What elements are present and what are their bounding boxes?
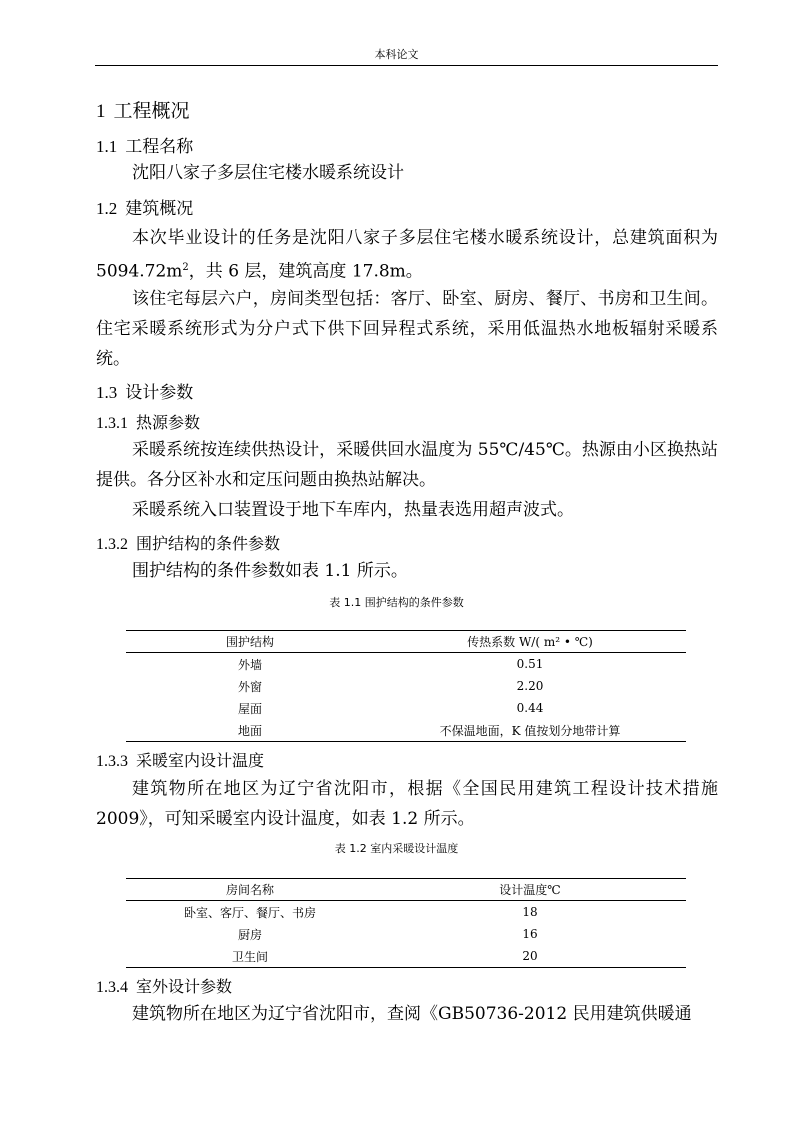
heading-number: 1.3 [96,383,118,402]
heat-source-paragraph-1: 采暖系统按连续供热设计，采暖供回水温度为 55℃/45℃。热源由小区换热站提供。各分区补水和定压问题由换热站解决。 [96,440,718,490]
heading-title: 热源参数 [136,413,201,432]
table-cell: 0.44 [516,701,544,715]
page-header: 本科论文 [374,48,419,61]
project-name-text: 沈阳八家子多层住宅楼水暖系统设计 [132,163,404,183]
table-cell: 不保温地面，K 值按划分地带计算 [439,723,621,738]
heading-number: 1 [96,101,106,122]
indoor-temp-paragraph: 建筑物所在地区为辽宁省沈阳市，根据《全国民用建筑工程设计技术措施 2009》，可知采暖室内设计温度，如表 1.2 所示。 [96,779,718,829]
envelope-paragraph: 围护结构的条件参数如表 1.1 所示。 [132,561,408,581]
table-cell: 地面 [237,723,262,738]
table-header-row [126,631,686,653]
table-row [126,719,686,742]
heading-1-3 [96,378,193,403]
table-cell: 0.51 [516,657,544,671]
table-cell: 16 [522,927,538,941]
outdoor-params-paragraph: 建筑物所在地区为辽宁省沈阳市，查阅《GB50736-2012 民用建筑供暖通 [132,1004,692,1024]
table-header-cell: 设计温度℃ [374,879,686,901]
table-indoor-temperature [126,878,686,968]
heading-number: 1.3.4 [96,979,128,996]
table-cell: 外墙 [237,657,262,672]
building-overview-paragraph-2: 该住宅每层六户，房间类型包括：客厅、卧室、厨房、餐厅、书房和卫生间。住宅采暖系统形式为分户式下供下回异程式系统，采用低温热水地板辐射采暖系统。 [96,289,718,369]
heading-1-3-2 [96,531,280,554]
table-1-caption: 表 1.1 围护结构的条件参数 [329,596,464,609]
table-row [126,945,686,968]
heading-1-3-1 [96,410,200,433]
heading-1-2 [96,194,193,219]
table-header-cell: 房间名称 [126,879,374,901]
heading-title: 采暖室内设计温度 [136,751,265,770]
table-header-cell: 传热系数 W/( m² • ℃) [374,631,686,653]
heading-title: 室外设计参数 [136,977,233,996]
heading-number: 1.1 [96,137,118,156]
table-cell: 卧室、客厅、餐厅、书房 [183,905,316,920]
heading-1-3-4 [96,974,232,997]
table-cell: 2.20 [516,679,544,693]
heading-title: 工程概况 [113,100,190,122]
heading-1 [96,96,190,123]
heading-1-3-3 [96,748,264,771]
table-envelope-parameters [126,630,686,742]
heading-title: 围护结构的条件参数 [136,534,281,553]
table-cell: 20 [522,949,538,963]
heat-source-paragraph-2: 采暖系统入口装置设于地下车库内，热量表选用超声波式。 [132,500,574,520]
superscript: 2 [182,262,189,273]
heading-title: 建筑概况 [125,199,194,219]
table-cell: 18 [522,905,538,919]
heading-number: 1.2 [96,199,118,218]
table-header-cell: 围护结构 [126,631,374,653]
heading-number: 1.3.1 [96,415,128,432]
table-2-caption: 表 1.2 室内采暖设计温度 [334,842,459,855]
table-row [126,923,686,945]
table-cell: 外窗 [237,679,262,694]
paragraph-text: ，共 6 层，建筑高度 17.8m。 [188,261,423,282]
header-rule [95,65,718,66]
building-overview-paragraph-1 [96,223,718,287]
heading-number: 1.3.3 [96,753,128,770]
table-cell: 卫生间 [231,949,268,964]
heading-title: 工程名称 [125,137,194,157]
table-row [126,653,686,676]
table-cell: 厨房 [237,927,262,942]
table-row [126,697,686,719]
table-row [126,675,686,697]
heading-title: 设计参数 [125,383,194,403]
table-header-row [126,879,686,901]
table-row [126,901,686,924]
paragraph-text: 本次毕业设计的任务是沈阳八家子多层住宅楼水暖系统设计，总建筑面积为 5094.72m [96,228,718,282]
table-cell: 屋面 [237,701,262,716]
heading-number: 1.3.2 [96,536,128,553]
heading-1-1 [96,132,193,157]
